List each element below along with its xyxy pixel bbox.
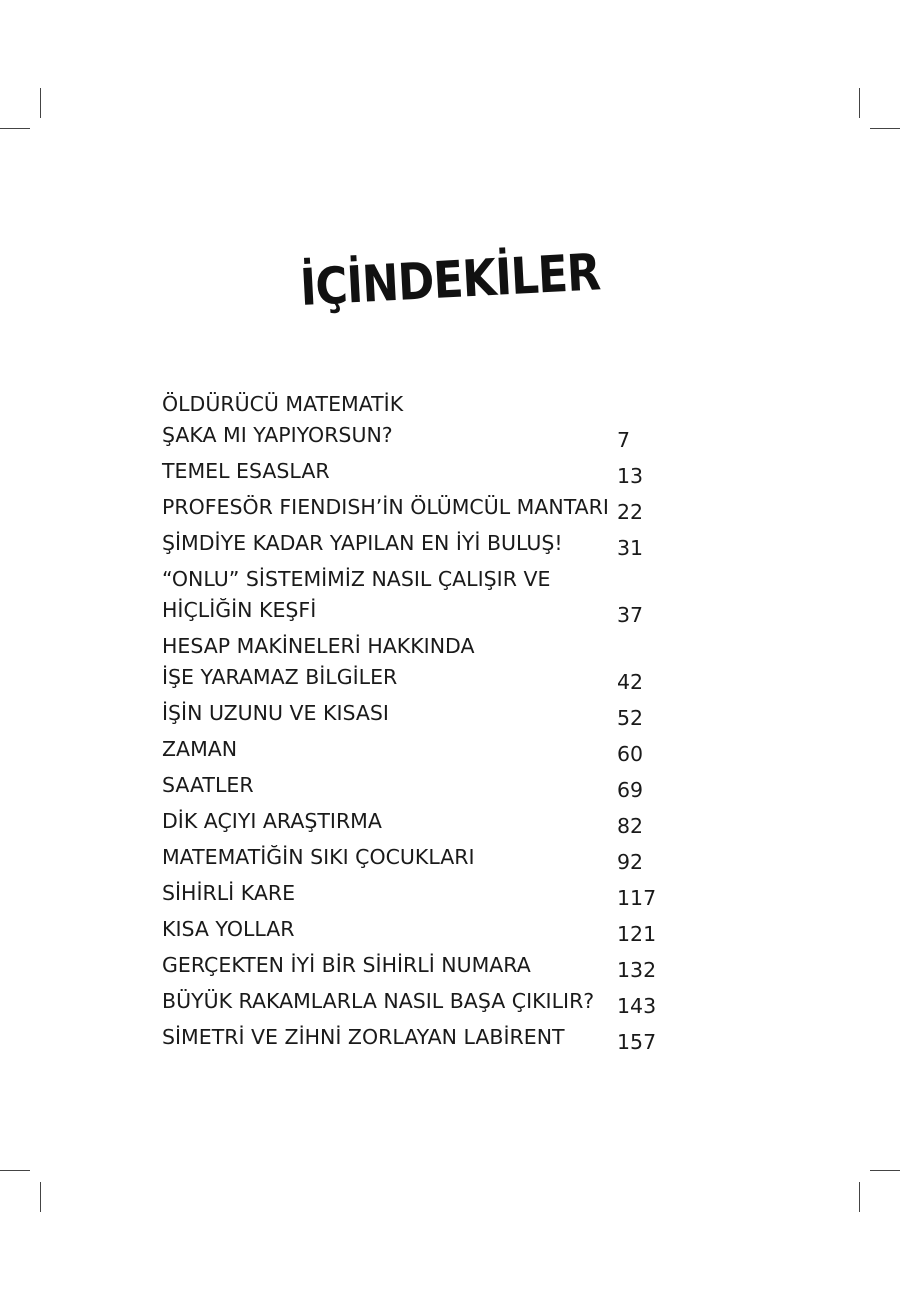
crop-mark-bottom-left-vertical	[40, 1182, 41, 1212]
toc-entry	[162, 806, 662, 842]
toc-entry-page-number: 157	[617, 1030, 657, 1054]
toc-entry-page-number: 117	[617, 886, 657, 910]
toc-entry	[162, 564, 662, 631]
toc-entry	[162, 914, 662, 950]
crop-mark-bottom-right-vertical	[859, 1182, 860, 1212]
toc-entry-title-line: GERÇEKTEN İYİ BİR SİHİRLİ NUMARA	[162, 953, 531, 977]
toc-entry	[162, 631, 662, 698]
toc-entry-page-number: 52	[617, 706, 644, 730]
toc-entry-title-line: ŞİMDİYE KADAR YAPILAN EN İYİ BULUŞ!	[162, 531, 563, 555]
toc-entry-title-line: SİHİRLİ KARE	[162, 881, 296, 905]
toc-entry	[162, 389, 662, 456]
toc-entry-page-number: 7	[617, 428, 631, 452]
page-title-text: İÇİNDEKİLER	[298, 243, 602, 318]
crop-mark-top-right-horizontal	[870, 128, 900, 129]
toc-entry-title-line: İŞE YARAMAZ BİLGİLER	[162, 665, 398, 689]
toc-entry-page-number: 82	[617, 814, 644, 838]
toc-entry	[162, 986, 662, 1022]
toc-entry-title-line: “ONLU” SİSTEMİMİZ NASIL ÇALIŞIR VE	[162, 567, 551, 591]
toc-entry-title-line: DİK AÇIYI ARAŞTIRMA	[162, 809, 382, 833]
crop-mark-bottom-right-horizontal	[870, 1170, 900, 1171]
toc-entry-title-line: BÜYÜK RAKAMLARLA NASIL BAŞA ÇIKILIR?	[162, 989, 595, 1013]
toc-entry-title-line: ŞAKA MI YAPIYORSUN?	[162, 423, 393, 447]
toc-entry	[162, 528, 662, 564]
toc-entry-page-number: 121	[617, 922, 657, 946]
toc-entry-title-line: PROFESÖR FIENDISH’İN ÖLÜMCÜL MANTARI	[162, 495, 609, 519]
toc-entry	[162, 770, 662, 806]
toc-entry-title-line: HİÇLİĞİN KEŞFİ	[162, 598, 317, 622]
toc-entry-page-number: 37	[617, 603, 644, 627]
toc-entry-title-line: MATEMATİĞİN SIKI ÇOCUKLARI	[162, 845, 475, 869]
toc-entry	[162, 492, 662, 528]
crop-mark-top-right-vertical	[859, 88, 860, 118]
toc-entry-title-line: İŞİN UZUNU VE KISASI	[162, 701, 389, 725]
crop-mark-top-left-vertical	[40, 88, 41, 118]
toc-entry-page-number: 60	[617, 742, 644, 766]
toc-entry-page-number: 13	[617, 464, 644, 488]
toc-entry-page-number: 42	[617, 670, 644, 694]
toc-entry-page-number: 69	[617, 778, 644, 802]
crop-mark-bottom-left-horizontal	[0, 1170, 30, 1171]
toc-entry-page-number: 92	[617, 850, 644, 874]
toc-entry	[162, 878, 662, 914]
toc-entry-page-number: 132	[617, 958, 657, 982]
toc-entry-title-line: ÖLDÜRÜCÜ MATEMATİK	[162, 392, 404, 416]
toc-entry	[162, 456, 662, 492]
toc-entry	[162, 698, 662, 734]
toc-entry-page-number: 31	[617, 536, 644, 560]
toc-entry-title-line: KISA YOLLAR	[162, 917, 295, 941]
toc-entry-title-line: SİMETRİ VE ZİHNİ ZORLAYAN LABİRENT	[162, 1025, 565, 1049]
toc-entry	[162, 734, 662, 770]
toc-entry-title-line: HESAP MAKİNELERİ HAKKINDA	[162, 634, 475, 658]
toc-entry-page-number: 143	[617, 994, 657, 1018]
crop-mark-top-left-horizontal	[0, 128, 30, 129]
toc-entry-page-number: 22	[617, 500, 644, 524]
page-title	[0, 243, 900, 318]
toc-entry	[162, 1022, 662, 1058]
toc-entry-title-line: TEMEL ESASLAR	[162, 459, 330, 483]
toc-entry-title-line: ZAMAN	[162, 737, 238, 761]
table-of-contents	[162, 389, 662, 1058]
toc-entry-title-line: SAATLER	[162, 773, 254, 797]
toc-entry	[162, 950, 662, 986]
toc-entry	[162, 842, 662, 878]
